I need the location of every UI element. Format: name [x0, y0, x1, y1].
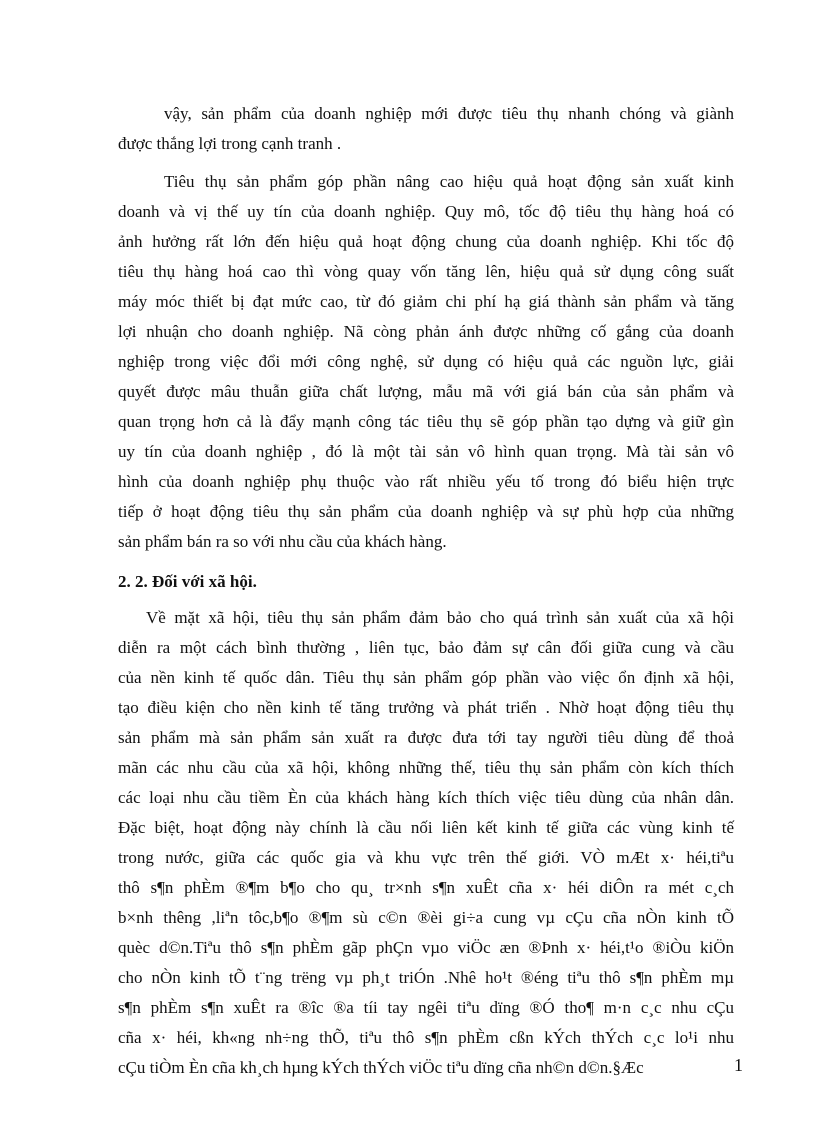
paragraph-2-line-9: quan trọng hơn cả là đẩy mạnh công tác tiêu thụ sẽ góp phần tạo dựng và giữ gìn — [118, 412, 734, 431]
paragraph-2-line-8: quyết được mâu thuẫn giữa chất lượng, mẫu mã với giá bán của sản phẩm và — [118, 382, 734, 401]
paragraph-3-line-14: s¶n phÈm s¶n xuÊt ra ®îc ®a tíi tay ngêi tiªu dïng ®Ó tho¶ m·n c¸c nhu cÇu — [118, 998, 734, 1017]
paragraph-2-line-10: uy tín của doanh nghiệp , đó là một tài sản vô hình quan trọng. Mà tài sản vô — [118, 442, 734, 461]
paragraph-3-line-10: thô s¶n phÈm ®¶m b¶o cho qu¸ tr×nh s¶n xuÊt cña x· héi diÔn ra mét c¸ch — [118, 878, 734, 897]
paragraph-3-line-9: trong nước, giữa các quốc gia và khu vực trên thế giới. VÒ mÆt x· héi,tiªu — [118, 848, 734, 867]
paragraph-2-line-12: tiếp ở hoạt động tiêu thụ sản phẩm của doanh nghiệp và sự phù hợp của những — [118, 502, 734, 521]
paragraph-2-line-3: ảnh hưởng rất lớn đến hiệu quả hoạt động chung của doanh nghiệp. Khi tốc độ — [118, 232, 734, 251]
paragraph-3-line-3: của nền kinh tế quốc dân. Tiêu thụ sản phẩm góp phần vào việc ổn định xã hội, — [118, 668, 734, 687]
paragraph-3-line-12: quèc d©n.Tiªu thô s¶n phÈm gãp phÇn vµo viÖc æn ®Þnh x· héi,t¹o ®iÒu kiÖn — [118, 938, 734, 957]
paragraph-3-line-8: Đặc biệt, hoạt động này chính là cầu nối liên kết kinh tế giữa các vùng kinh tế — [118, 818, 734, 837]
paragraph-3-line-6: mãn các nhu cầu của xã hội, không những thế, tiêu thụ sản phẩm còn kích thích — [118, 758, 734, 777]
paragraph-3-line-11: b×nh thêng ,liªn tôc,b¶o ®¶m sù c©n ®èi gi÷a cung vµ cÇu cña nÒn kinh tÕ — [118, 908, 734, 927]
paragraph-3-line-1: Về mặt xã hội, tiêu thụ sản phẩm đảm bảo cho quá trình sản xuất của xã hội — [146, 608, 734, 627]
paragraph-3-line-5: sản phẩm mà sản phẩm sản xuất ra được đưa tới tay người tiêu dùng để thoả — [118, 728, 734, 747]
paragraph-2-line-4: tiêu thụ hàng hoá cao thì vòng quay vốn tăng lên, hiệu quả sử dụng công suất — [118, 262, 734, 281]
paragraph-3-line-16: cÇu tiÒm Èn cña kh¸ch hµng kÝch thÝch viÖc tiªu dïng cña nh©n d©n.§Æc — [118, 1058, 644, 1077]
paragraph-1-line-1: vậy, sản phẩm của doanh nghiệp mới được tiêu thụ nhanh chóng và giành — [164, 104, 734, 123]
paragraph-3-line-15: cña x· héi, kh«ng nh÷ng thÕ, tiªu thô s¶n phÈm cßn kÝch thÝch c¸c lo¹i nhu — [118, 1028, 734, 1047]
paragraph-3-line-7: các loại nhu cầu tiềm Èn của khách hàng kích thích việc tiêu dùng của nhân dân. — [118, 788, 734, 807]
paragraph-2-line-1: Tiêu thụ sản phẩm góp phần nâng cao hiệu quả hoạt động sản xuất kinh — [164, 172, 734, 191]
paragraph-2-line-13: sản phẩm bán ra so với nhu cầu của khách hàng. — [118, 532, 447, 551]
page-number: 1 — [734, 1055, 743, 1075]
paragraph-3-line-4: tạo điều kiện cho nền kinh tế tăng trưởng và phát triển . Nhờ hoạt động tiêu thụ — [118, 698, 734, 717]
paragraph-2-line-6: lợi nhuận cho doanh nghiệp. Nã còng phản ánh được những cố gắng của doanh — [118, 322, 734, 341]
paragraph-2-line-11: hình của doanh nghiệp phụ thuộc vào rất nhiều yếu tố trong đó biểu hiện trực — [118, 472, 734, 491]
paragraph-2-line-2: doanh và vị thế uy tín của doanh nghiệp. Quy mô, tốc độ tiêu thụ hàng hoá có — [118, 202, 734, 221]
paragraph-2-line-7: nghiệp trong việc đổi mới công nghệ, sử dụng có hiệu quả các nguồn lực, giải — [118, 352, 734, 371]
paragraph-3-line-2: diễn ra một cách bình thường , liên tục, bảo đảm sự cân đối giữa cung và cầu — [118, 638, 734, 657]
paragraph-3-line-13: cho nÒn kinh tÕ t¨ng trëng vµ ph¸t triÓn .Nhê ho¹t ®éng tiªu thô s¶n phÈm mµ — [118, 968, 734, 987]
section-heading: 2. 2. Đối với xã hội. — [118, 572, 257, 591]
paragraph-1-line-2: được thắng lợi trong cạnh tranh . — [118, 134, 342, 153]
paragraph-2-line-5: máy móc thiết bị đạt mức cao, từ đó giảm chi phí hạ giá thành sản phẩm và tăng — [118, 292, 734, 311]
